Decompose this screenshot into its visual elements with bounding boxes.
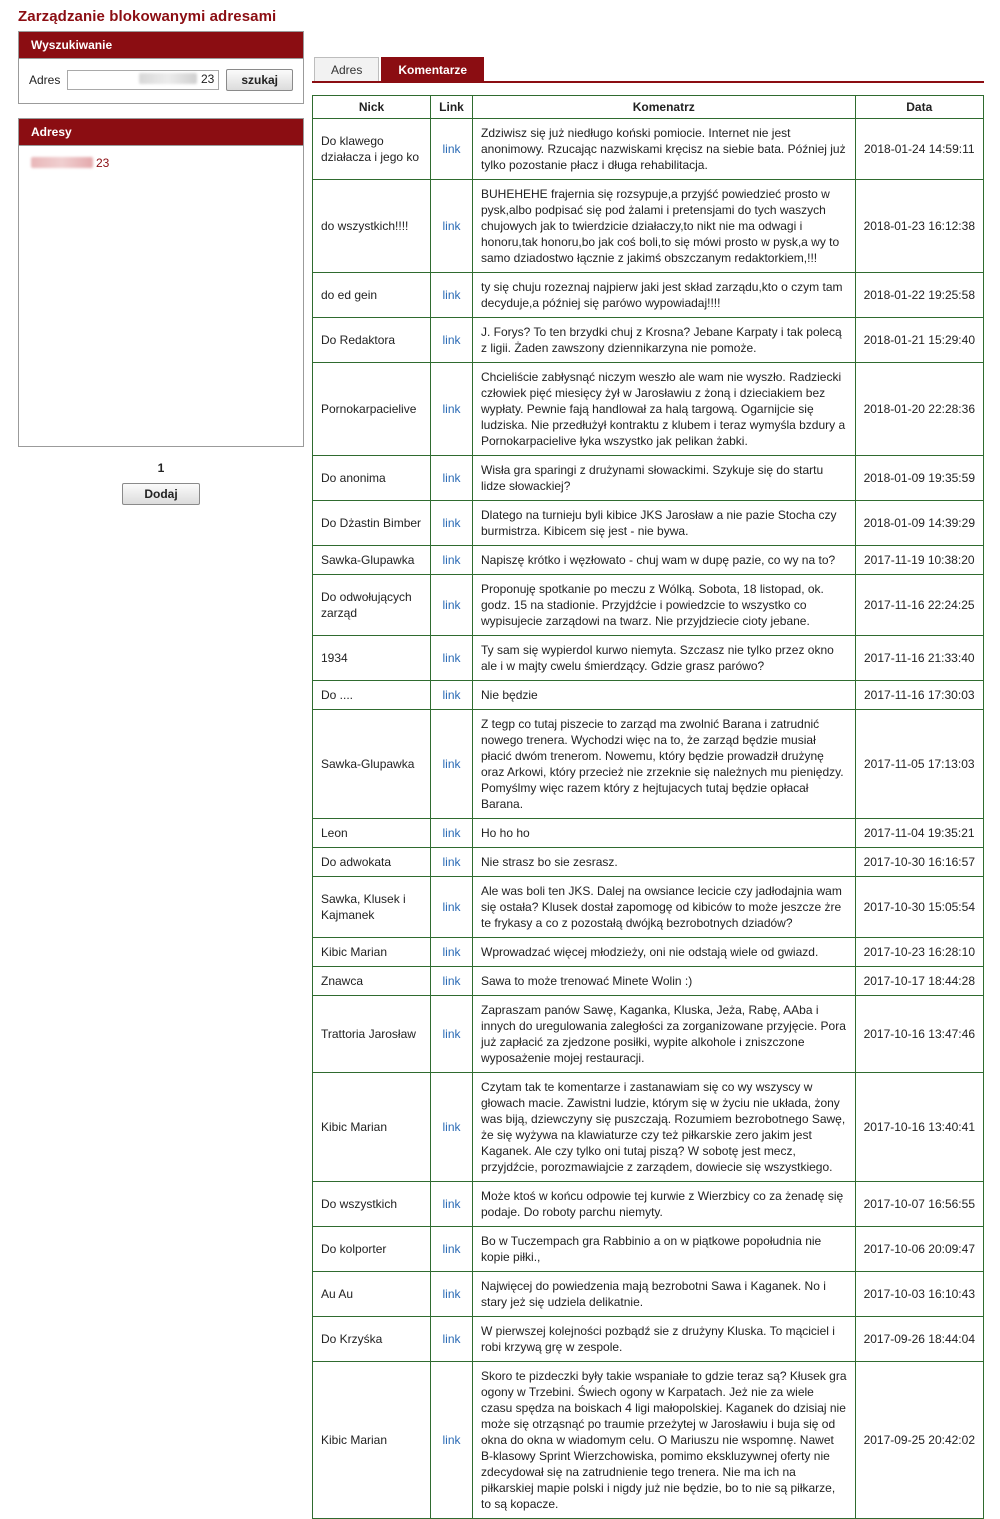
comment-link[interactable]: link [442, 900, 461, 914]
cell-nick: Do klawego działacza i jego ko [313, 119, 431, 180]
cell-comment: ty się chuju rozeznaj najpierw jaki jest skład zarządu,kto o czym tam decyduje,a później się parówo wypowiadaj!!!! [473, 273, 856, 318]
cell-nick: Kibic Marian [313, 938, 431, 967]
cell-date: 2017-10-17 18:44:28 [855, 967, 983, 996]
comment-link[interactable]: link [442, 1332, 461, 1346]
search-panel [18, 31, 304, 104]
comment-link[interactable]: link [442, 333, 461, 347]
cell-comment: Nie będzie [473, 681, 856, 710]
cell-comment: Ho ho ho [473, 819, 856, 848]
table-row [313, 1317, 984, 1362]
table-row [313, 546, 984, 575]
left-column [0, 31, 312, 523]
cell-date: 2017-11-19 10:38:20 [855, 546, 983, 575]
cell-comment: Nie strasz bo sie zesrasz. [473, 848, 856, 877]
cell-nick: do wszystkich!!!! [313, 180, 431, 273]
cell-date: 2017-10-30 16:16:57 [855, 848, 983, 877]
comment-link[interactable]: link [442, 553, 461, 567]
cell-date: 2017-10-23 16:28:10 [855, 938, 983, 967]
table-row [313, 967, 984, 996]
search-address-label: Adres [29, 73, 61, 87]
table-row [313, 1227, 984, 1272]
table-row [313, 501, 984, 546]
cell-date: 2017-11-05 17:13:03 [855, 710, 983, 819]
table-row [313, 180, 984, 273]
table-row [313, 1182, 984, 1227]
cell-nick: Kibic Marian [313, 1073, 431, 1182]
comment-link[interactable]: link [442, 757, 461, 771]
search-panel-body [19, 59, 303, 103]
cell-nick: Do wszystkich [313, 1182, 431, 1227]
cell-comment: Napiszę krótko i węzłowato - chuj wam w dupę pazie, co wy na to? [473, 546, 856, 575]
cell-link [431, 546, 473, 575]
addresses-list [19, 146, 303, 446]
search-input-wrapper[interactable] [67, 70, 219, 90]
table-row [313, 877, 984, 938]
comment-link[interactable]: link [442, 974, 461, 988]
cell-nick: Pornokarpacielive [313, 363, 431, 456]
cell-link [431, 1073, 473, 1182]
page-title: Zarządzanie blokowanymi adresami [18, 8, 277, 25]
search-row [29, 69, 293, 91]
comment-link[interactable]: link [442, 598, 461, 612]
cell-nick: Sawka, Klusek i Kajmanek [313, 877, 431, 938]
addresses-panel [18, 118, 304, 447]
cell-comment: Czytam tak te komentarze i zastanawiam się co wy wszyscy w głowach macie. Zawistni ludzie, którym się w życiu nie układa, żony was biją, dziewczyny się puszczają. Rozumiem bezrobotnego Sawę, że się wyżywa na klawiaturze czy też piłkarskie zero jakim jest Kaganek. Ale czy tylko oni tutaj piszą? W sobotę jest mecz, przyjdźcie, porozmawiajcie z zarządem, dowiecie się wszystkiego. [473, 1073, 856, 1182]
cell-nick: Do Redaktora [313, 318, 431, 363]
comment-link[interactable]: link [442, 1287, 461, 1301]
search-button[interactable]: szukaj [226, 69, 293, 91]
addresses-panel-header: Adresy [19, 119, 303, 146]
table-row [313, 318, 984, 363]
cell-date: 2017-10-16 13:40:41 [855, 1073, 983, 1182]
col-header-comment: Komenatrz [473, 96, 856, 119]
col-header-date: Data [855, 96, 983, 119]
col-header-link: Link [431, 96, 473, 119]
cell-date: 2017-10-07 16:56:55 [855, 1182, 983, 1227]
table-row [313, 1073, 984, 1182]
cell-date: 2017-10-06 20:09:47 [855, 1227, 983, 1272]
cell-comment: Ale was boli ten JKS. Dalej na owsiance lecicie czy jadłodajnia wam się ostała? Klusek dostał zapomogę od kibiców to może jeszcze żre te frykasy a co z pozostałą dwójką bezrobotnych dziadów? [473, 877, 856, 938]
cell-nick: Do odwołujących zarząd [313, 575, 431, 636]
comment-link[interactable]: link [442, 142, 461, 156]
table-row [313, 363, 984, 456]
cell-link [431, 501, 473, 546]
cell-link [431, 710, 473, 819]
tab-adres[interactable]: Adres [314, 57, 379, 81]
cell-link [431, 1317, 473, 1362]
comments-table-body [313, 119, 984, 1519]
comment-link[interactable]: link [442, 1197, 461, 1211]
cell-comment: Wprowadzać więcej młodzieży, oni nie odstają wiele od gwiazd. [473, 938, 856, 967]
comment-link[interactable]: link [442, 471, 461, 485]
cell-nick: Au Au [313, 1272, 431, 1317]
cell-date: 2018-01-21 15:29:40 [855, 318, 983, 363]
cell-nick: Leon [313, 819, 431, 848]
cell-comment: J. Forys? To ten brzydki chuj z Krosna? Jebane Karpaty i tak polecą z ligii. Żaden zawszony dziennikarzyna nie pomoże. [473, 318, 856, 363]
cell-date: 2017-09-25 20:42:02 [855, 1362, 983, 1519]
table-row [313, 575, 984, 636]
cell-date: 2017-10-16 13:47:46 [855, 996, 983, 1073]
cell-date: 2017-11-16 17:30:03 [855, 681, 983, 710]
table-row [313, 119, 984, 180]
cell-date: 2017-11-16 21:33:40 [855, 636, 983, 681]
table-row [313, 938, 984, 967]
cell-date: 2017-11-16 22:24:25 [855, 575, 983, 636]
cell-nick: do ed gein [313, 273, 431, 318]
table-header-row [313, 96, 984, 119]
comment-link[interactable]: link [442, 1433, 461, 1447]
comment-link[interactable]: link [442, 826, 461, 840]
cell-nick: Trattoria Jarosław [313, 996, 431, 1073]
cell-comment: Skoro te pizdeczki były takie wspaniałe to gdzie teraz są? Kłusek gra ogony w Trzebini. Świech ogony w Karpatach. Jeż nie za wiele czasu spędza na boiskach 4 ligi małopolskiej. Kaganek do dzisiaj nie może się otrząsnąć po traumie przeżytej w Jarosławiu i buja się od okna do okna w wiadomym celu. O Mariuszu nie wspomnę. Nawet B-klasowy Sprint Wierzchowiska, pomimo ekskluzywnej oferty nie zdecydował się na zatrudnienie tego trenera. Nie ma ich na piłkarskiej mapie polski i nigdy już nie będzie, bo to nie są piłkarze, to są kopacze. [473, 1362, 856, 1519]
table-row [313, 456, 984, 501]
cell-comment: Najwięcej do powiedzenia mają bezrobotni Sawa i Kaganek. No i stary jeż się udziela delikatnie. [473, 1272, 856, 1317]
cell-link [431, 119, 473, 180]
cell-date: 2017-10-30 15:05:54 [855, 877, 983, 938]
cell-link [431, 1272, 473, 1317]
table-row [313, 636, 984, 681]
cell-link [431, 318, 473, 363]
cell-link [431, 996, 473, 1073]
table-row [313, 1272, 984, 1317]
redacted-ip-mask [31, 157, 93, 168]
cell-link [431, 938, 473, 967]
cell-comment: Bo w Tuczempach gra Rabbinio a on w piątkowe popołudnia nie kopie piłki., [473, 1227, 856, 1272]
cell-comment: Wisła gra sparingi z drużynami słowackimi. Szykuje się do startu lidze słowackiej? [473, 456, 856, 501]
add-button[interactable]: Dodaj [122, 483, 200, 505]
list-item[interactable] [29, 154, 293, 172]
cell-date: 2018-01-24 14:59:11 [855, 119, 983, 180]
cell-date: 2018-01-20 22:28:36 [855, 363, 983, 456]
cell-nick: Do adwokata [313, 848, 431, 877]
cell-comment: Może ktoś w końcu odpowie tej kurwie z Wierzbicy co za żenadę się podaje. Do roboty parchu niemyty. [473, 1182, 856, 1227]
cell-nick: 1934 [313, 636, 431, 681]
cell-link [431, 1362, 473, 1519]
cell-date: 2017-09-26 18:44:04 [855, 1317, 983, 1362]
cell-comment: Proponuję spotkanie po meczu z Wólką. Sobota, 18 listopad, ok. godz. 15 na stadionie. Przyjdźcie i powiedzcie to wszystko co wypisujecie zarządowi na twarz. Nie przyjdziecie cioty jebane. [473, 575, 856, 636]
tab-bar [312, 57, 984, 83]
cell-date: 2018-01-23 16:12:38 [855, 180, 983, 273]
cell-nick: Do .... [313, 681, 431, 710]
comment-link[interactable]: link [442, 1242, 461, 1256]
comment-link[interactable]: link [442, 219, 461, 233]
cell-link [431, 877, 473, 938]
cell-link [431, 456, 473, 501]
cell-nick: Sawka-Glupawka [313, 710, 431, 819]
cell-date: 2018-01-09 19:35:59 [855, 456, 983, 501]
comment-link[interactable]: link [442, 855, 461, 869]
address-item-label: 23 [96, 156, 110, 170]
cell-nick: Do Dżastin Bimber [313, 501, 431, 546]
cell-comment: Chcieliście zabłysnąć niczym weszło ale wam nie wyszło. Radziecki człowiek pięć miesięcy żył w Jarosławiu z żoną i dzieciakiem bez wypłaty. Pewnie fają handlował za halą targową. Ogarnijcie się ludziska. Nie przedłużył kontraktu z klubem i teraz wymyśla bzdury a Pornokarpacielive łyka wszystko jak pelikan żabki. [473, 363, 856, 456]
cell-link [431, 363, 473, 456]
cell-comment: Sawa to może trenować Minete Wolin :) [473, 967, 856, 996]
cell-date: 2017-10-03 16:10:43 [855, 1272, 983, 1317]
cell-link [431, 967, 473, 996]
cell-link [431, 1227, 473, 1272]
comment-link[interactable]: link [442, 288, 461, 302]
cell-nick: Kibic Marian [313, 1362, 431, 1519]
cell-link [431, 180, 473, 273]
table-row [313, 710, 984, 819]
redacted-address-mask [139, 73, 197, 84]
cell-link [431, 1182, 473, 1227]
cell-nick: Do kolporter [313, 1227, 431, 1272]
cell-nick: Do anonima [313, 456, 431, 501]
cell-nick: Do Krzyśka [313, 1317, 431, 1362]
table-row [313, 996, 984, 1073]
comment-link[interactable]: link [442, 651, 461, 665]
comment-link[interactable]: link [442, 688, 461, 702]
table-row [313, 848, 984, 877]
cell-comment: Dlatego na turnieju byli kibice JKS Jarosław a nie pazie Stocha czy burmistrza. Kibicem się jest - nie bywa. [473, 501, 856, 546]
cell-date: 2018-01-22 19:25:58 [855, 273, 983, 318]
add-button-wrapper [18, 483, 304, 505]
col-header-nick: Nick [313, 96, 431, 119]
cell-link [431, 636, 473, 681]
right-column [312, 31, 1000, 1519]
table-row [313, 1362, 984, 1519]
cell-comment: Z tegp co tutaj piszecie to zarząd ma zwolnić Barana i zatrudnić nowego trenera. Wychodzi więc na to, że zarząd będzie musiał płacić dwóm trenerom. Nowemu, który będzie prowadził drużynę oraz Arkowi, który przecież nie zrzeknie się należnych mu pieniędzy. Pomyślmy więc razem który z hejtujacych tutaj będzie opłacał Barana. [473, 710, 856, 819]
cell-link [431, 681, 473, 710]
comment-link[interactable]: link [442, 516, 461, 530]
cell-link [431, 848, 473, 877]
table-row [313, 819, 984, 848]
cell-comment: Zapraszam panów Sawę, Kaganka, Kluska, Jeża, Rabę, AAba i innych do uregulowania zaległości za zorganizowane przyjęcie. Pora już zapłacić za zjedzone posiłki, wypite alkohole i zniszczone wyposażenie mojej restauracji. [473, 996, 856, 1073]
cell-comment: Ty sam się wypierdol kurwo niemyta. Szczasz nie tylko przez okno ale i w majty cwelu śmierdzący. Gdzie grasz parówo? [473, 636, 856, 681]
cell-date: 2017-11-04 19:35:21 [855, 819, 983, 848]
cell-date: 2018-01-09 14:39:29 [855, 501, 983, 546]
comment-link[interactable]: link [442, 1120, 461, 1134]
comment-link[interactable]: link [442, 945, 461, 959]
cell-comment: Zdziwisz się już niedługo koński pomiocie. Internet nie jest anonimowy. Rzucając nazwiskami kręcisz na siebie bata. Później już tylko pozostanie płacz i długa rehabilitacja. [473, 119, 856, 180]
cell-comment: BUHEHEHE frajernia się rozsypuje,a przyjść powiedzieć prosto w pysk,albo podpisać się pod żalami i pretensjami do tych waszych chujowych jak to twierdzicie działaczy,to nikt nie ma odwagi i honoru,tak honoru,bo jak coś boli,to się mówi prosto w pysk,a wy to samo dziadostwo łącznie z jakimś obszczanym redaktorkiem,!!! [473, 180, 856, 273]
pagination-current-page[interactable]: 1 [157, 461, 165, 475]
search-panel-header: Wyszukiwanie [19, 32, 303, 59]
comments-table-head [313, 96, 984, 119]
comment-link[interactable]: link [442, 402, 461, 416]
search-input-value: 23 [200, 72, 215, 86]
cell-link [431, 575, 473, 636]
cell-link [431, 819, 473, 848]
cell-link [431, 273, 473, 318]
cell-comment: W pierwszej kolejności pozbądź sie z drużyny Kluska. To mąciciel i robi krzywą grę w zespole. [473, 1317, 856, 1362]
tab-komentarze[interactable]: Komentarze [381, 57, 484, 81]
table-row [313, 273, 984, 318]
comments-table [312, 95, 984, 1519]
comment-link[interactable]: link [442, 1027, 461, 1041]
cell-nick: Sawka-Glupawka [313, 546, 431, 575]
table-row [313, 681, 984, 710]
cell-nick: Znawca [313, 967, 431, 996]
main-layout [0, 31, 1000, 1519]
